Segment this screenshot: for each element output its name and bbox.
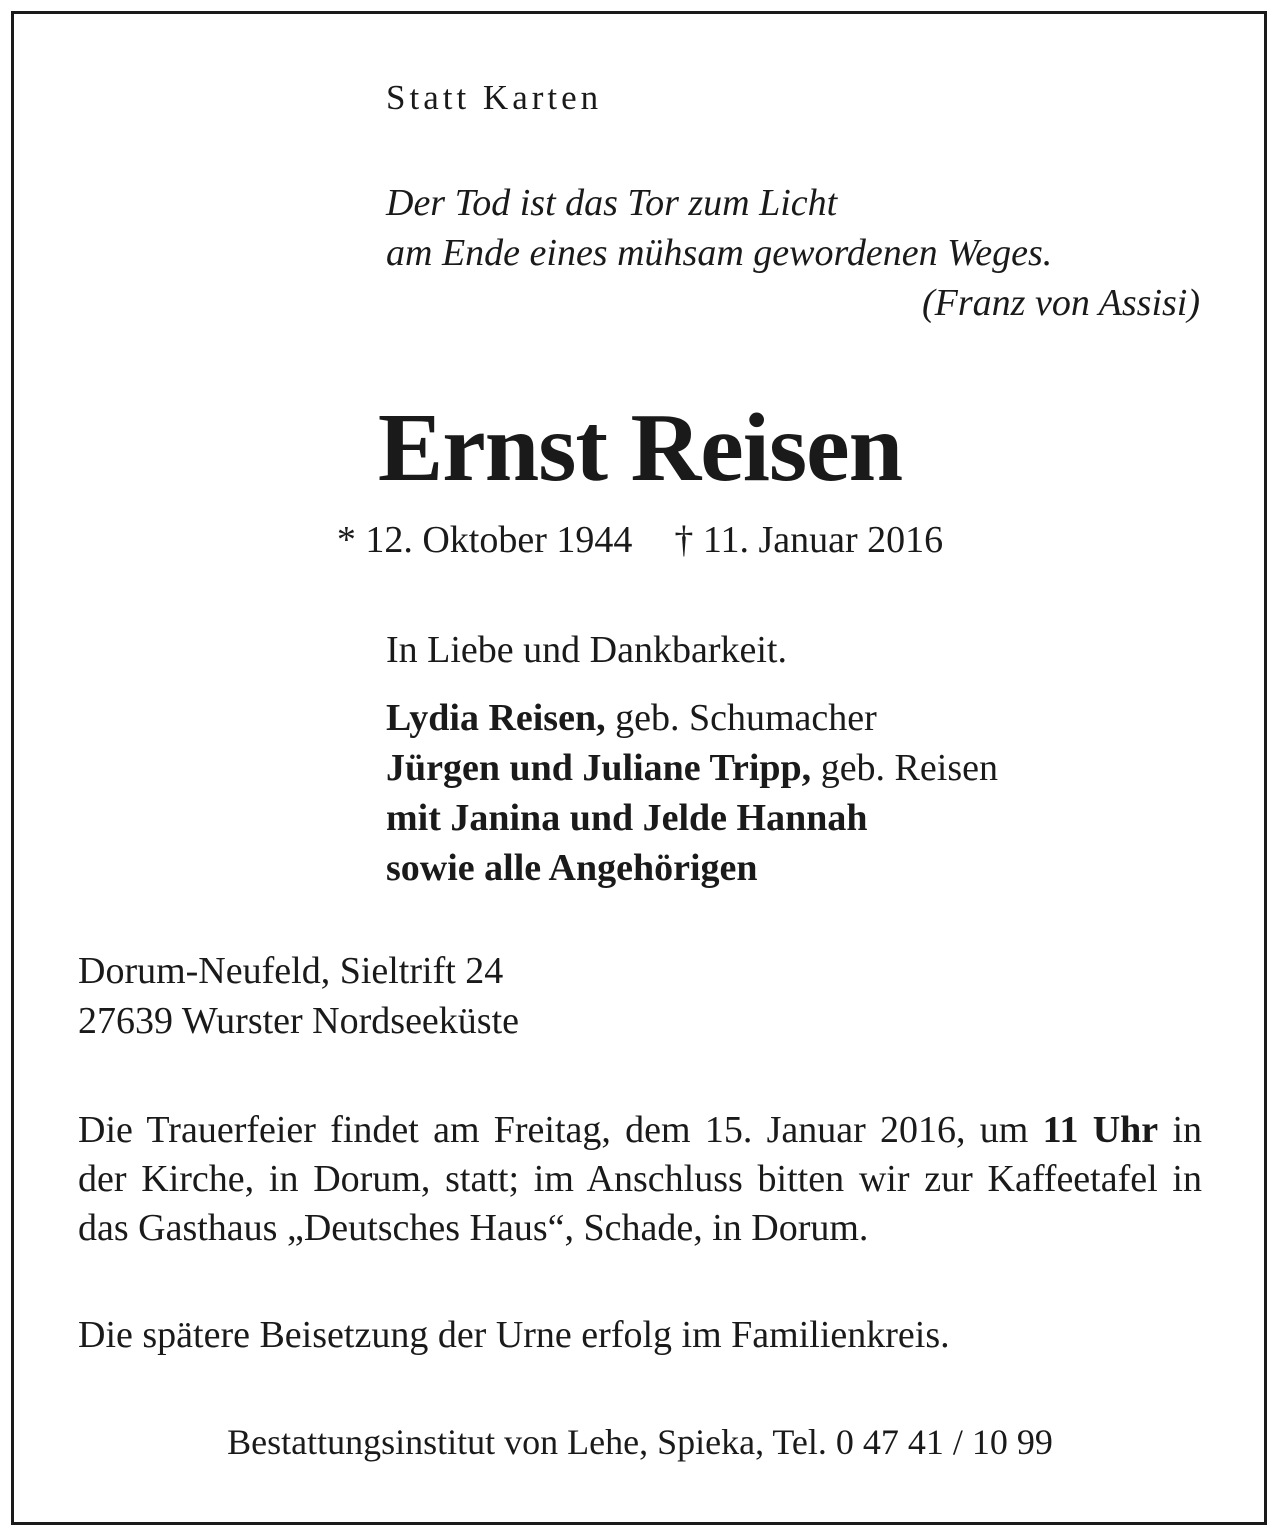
quote xyxy=(386,178,1052,278)
mourner-note: geb. Schumacher xyxy=(605,697,877,739)
service-details xyxy=(78,1106,1202,1253)
mourner-line xyxy=(386,743,998,793)
mourner-line xyxy=(386,793,998,843)
service-text-2: in der Kirche, in Dorum, statt; im Anschluss bitten wir zur Kaffeetafel in das Gasthaus „Deutsches Haus“, Schade, in Dorum. xyxy=(78,1109,1202,1249)
address xyxy=(78,946,519,1046)
mourner-note: geb. Reisen xyxy=(811,747,998,789)
mourner-line xyxy=(386,843,998,893)
burial-note: Die spätere Beisetzung der Urne erfolg im Familienkreis. xyxy=(78,1314,950,1356)
funeral-home: Bestattungsinstitut von Lehe, Spieka, Tel. 0 47 41 / 10 99 xyxy=(227,1422,1053,1462)
mourner-name: Jürgen und Juliane Tripp, xyxy=(386,747,812,789)
mourner-name: Lydia Reisen, xyxy=(386,697,606,739)
quote-line-1: Der Tod ist das Tor zum Licht xyxy=(386,182,838,224)
birth-date: * 12. Oktober 1944 xyxy=(336,519,633,561)
deceased-name: Ernst Reisen xyxy=(377,394,903,502)
mourner-name: mit Janina und Jelde Hannah xyxy=(386,797,868,839)
death-date: † 11. Januar 2016 xyxy=(674,519,944,561)
quote-author: (Franz von Assisi) xyxy=(922,282,1200,324)
dedication: In Liebe und Dankbarkeit. xyxy=(386,629,787,671)
quote-line-2: am Ende eines mühsam gewordenen Weges. xyxy=(386,232,1053,274)
address-street: Dorum-Neufeld, Sieltrift 24 xyxy=(78,950,504,992)
mourner-line xyxy=(386,693,998,743)
header-label: Statt Karten xyxy=(386,78,603,117)
life-dates xyxy=(0,515,1280,565)
mourner-name: sowie alle Angehörigen xyxy=(386,847,758,889)
mourners-list xyxy=(386,693,998,893)
address-city: 27639 Wurster Nordseeküste xyxy=(78,1000,520,1042)
service-time: 11 Uhr xyxy=(1042,1109,1159,1151)
service-text-1: Die Trauerfeier findet am Freitag, dem 15. Januar 2016, um xyxy=(78,1109,1043,1151)
